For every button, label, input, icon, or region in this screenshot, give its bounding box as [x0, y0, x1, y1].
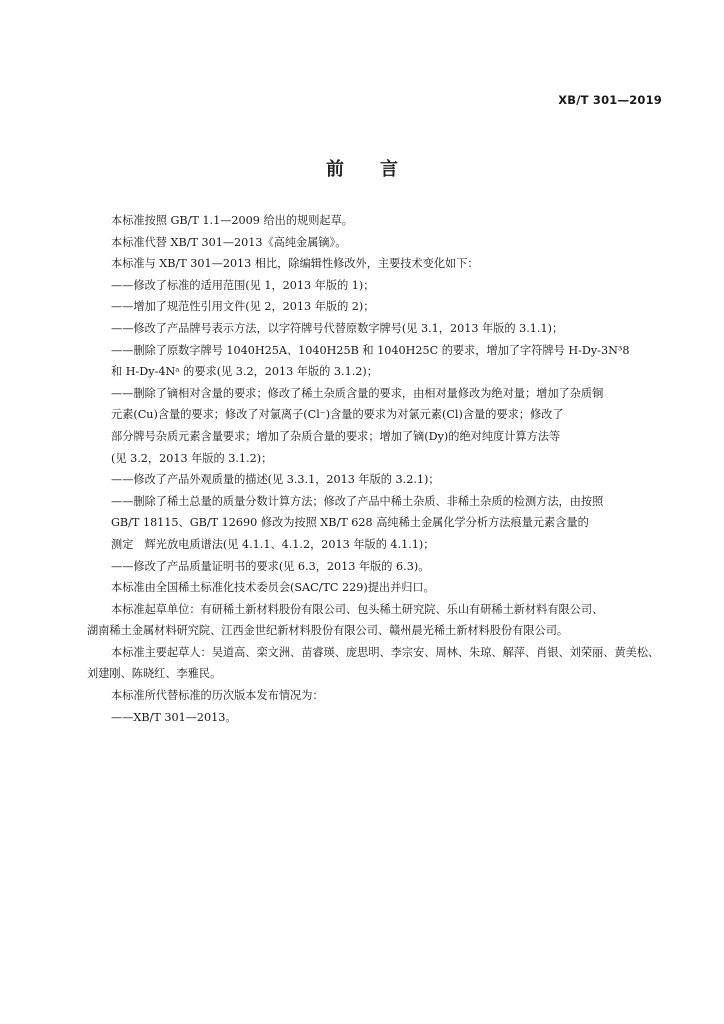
list-item: ——修改了产品牌号表示方法，以字符牌号代替原数字牌号(见 3.1，2013 年版的 3.1.1)；: [111, 321, 564, 335]
paragraph-drafters: 本标准主要起草人：吴道高、栾文洲、苗睿瑛、庞思明、李宗安、周林、朱琼、解萍、肖银、刘荣丽、黄美松、: [111, 645, 660, 659]
paragraph-changes-intro: 本标准与 XB/T 301—2013 相比，除编辑性修改外，主要技术变化如下：: [111, 257, 479, 271]
list-item-continuation: 元素(Cu)含量的要求；修改了对氯离子(Cl⁻)含量的要求为对氯元素(Cl)含量的要求；修改了: [111, 408, 564, 422]
paragraph-drafters-continuation: 刘建刚、陈晓红、李雅民。: [87, 667, 222, 681]
list-item: ——修改了产品外观质量的描述(见 3.3.1，2013 年版的 3.2.1)；: [111, 473, 440, 487]
list-item-continuation: 部分牌号杂质元素含量要求；增加了杂质合量的要求；增加了镝(Dy)的绝对纯度计算方法等: [111, 429, 561, 443]
foreword-body: [87, 210, 667, 728]
paragraph-drafting-units: 本标准起草单位：有研稀土新材料股份有限公司、包头稀土研究院、乐山有研稀土新材料有限公司、: [111, 602, 604, 616]
list-item: ——删除了原数字牌号 1040H25A、1040H25B 和 1040H25C 的要求，增加了字符牌号 H-Dy-3N³8: [111, 343, 630, 357]
page-title: 前言: [326, 159, 434, 180]
paragraph-replaces: 本标准代替 XB/T 301—2013《高纯金属镝》。: [111, 235, 347, 249]
paragraph-proposed-by: 本标准由全国稀土标准化技术委员会(SAC/TC 229)提出并归口。: [111, 581, 435, 595]
list-item: ——XB/T 301—2013。: [111, 710, 237, 724]
list-item: ——修改了产品质量证明书的要求(见 6.3，2013 年版的 6.3)。: [111, 559, 430, 573]
standard-number: XB/T 301—2019: [558, 93, 662, 107]
list-item-continuation: (见 3.2，2013 年版的 3.1.2)；: [111, 451, 273, 465]
paragraph-drafting-units-continuation: 湖南稀土金属材料研究院、江西金世纪新材料股份有限公司、赣州晨光稀土新材料股份有限公司。: [87, 624, 569, 638]
paragraph-drafting-rules: 本标准按照 GB/T 1.1—2009 给出的规则起草。: [111, 214, 353, 227]
list-item: ——删除了稀土总量的质量分数计算方法；修改了产品中稀土杂质、非稀土杂质的检测方法，由按照: [111, 494, 604, 508]
list-item-continuation: GB/T 18115、GB/T 12690 修改为按照 XB/T 628 高纯稀土金属化学分析方法痕量元素含量的: [111, 516, 589, 530]
list-item: ——修改了标准的适用范围(见 1，2013 年版的 1)；: [111, 278, 375, 292]
list-item-continuation: 和 H-Dy-4Nᵃ 的要求(见 3.2，2013 年版的 3.1.2)；: [111, 365, 378, 379]
list-item: ——删除了镝相对含量的要求；修改了稀土杂质含量的要求，由相对量修改为绝对量；增加了杂质铜: [111, 386, 604, 400]
list-item-continuation: 测定 辉光放电质谱法(见 4.1.1、4.1.2，2013 年版的 4.1.1)；: [111, 537, 435, 551]
paragraph-version-history: 本标准所代替标准的历次版本发布情况为：: [111, 689, 324, 703]
list-item: ——增加了规范性引用文件(见 2，2013 年版的 2)；: [111, 300, 375, 314]
